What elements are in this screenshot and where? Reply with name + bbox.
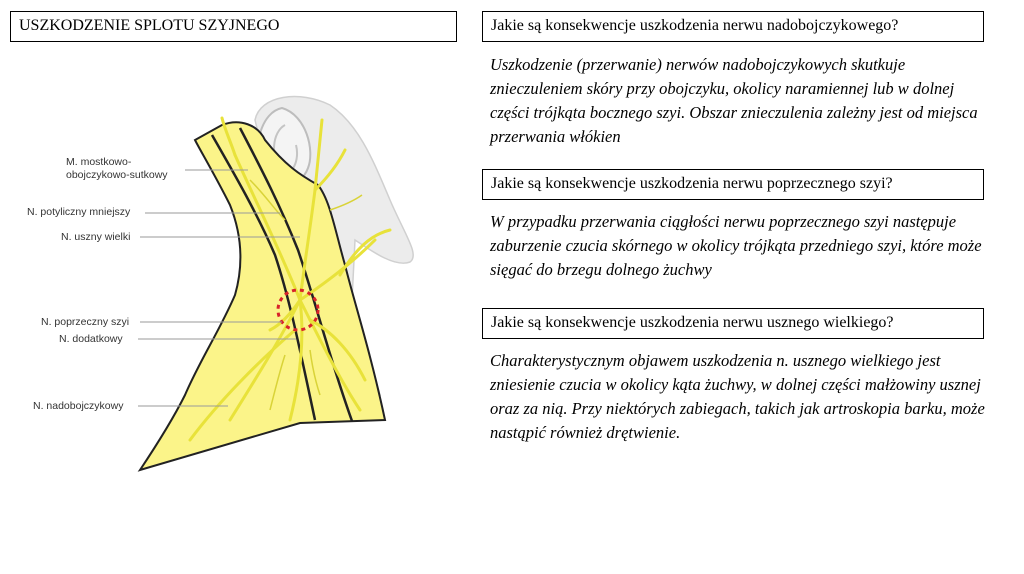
label-lesser-occipital-nerve: N. potyliczny mniejszy (27, 206, 131, 218)
question-2: Jakie są konsekwencje uszkodzenia nerwu poprzecznego szyi? (482, 169, 984, 200)
label-transverse-cervical-nerve: N. poprzeczny szyi (41, 316, 130, 328)
question-1: Jakie są konsekwencje uszkodzenia nerwu nadobojczykowego? (482, 11, 984, 42)
label-supraclavicular-nerve: N. nadobojczykowy (33, 400, 124, 412)
question-3: Jakie są konsekwencje uszkodzenia nerwu usznego wielkiego? (482, 308, 984, 339)
label-accessory-nerve: N. dodatkowy (59, 333, 123, 345)
slide-title: USZKODZENIE SPLOTU SZYJNEGO (10, 11, 457, 42)
answer-3: Charakterystycznym objawem uszkodzenia n. usznego wielkiego jest zniesienie czucia w okolicy kąta żuchwy, w dolnej części małżowiny usznej oraz za nią. Przy niektórych zabiegach, takich jak artroskopia barku, może nastąpić również drętwienie. (490, 351, 985, 442)
cervical-plexus-diagram (0, 0, 460, 574)
answer-1: Uszkodzenie (przerwanie) nerwów nadobojczykowych skutkuje znieczuleniem skóry przy obojczyku, okolicy naramiennej lub w dolnej części trójkąta bocznego szyi. Obszar znieczulenia zależny jest od miejsca przerwania włókien (490, 55, 978, 146)
label-sternocleidomastoid: M. mostkowo- obojczykowo-sutkowy (66, 156, 168, 181)
answer-2: W przypadku przerwania ciągłości nerwu poprzecznego szyi następuje zaburzenie czucia skórnego w okolicy trójkąta przedniego szyi, które może sięgać do brzegu dolnego żuchwy (490, 212, 982, 279)
label-great-auricular-nerve: N. uszny wielki (61, 231, 131, 243)
